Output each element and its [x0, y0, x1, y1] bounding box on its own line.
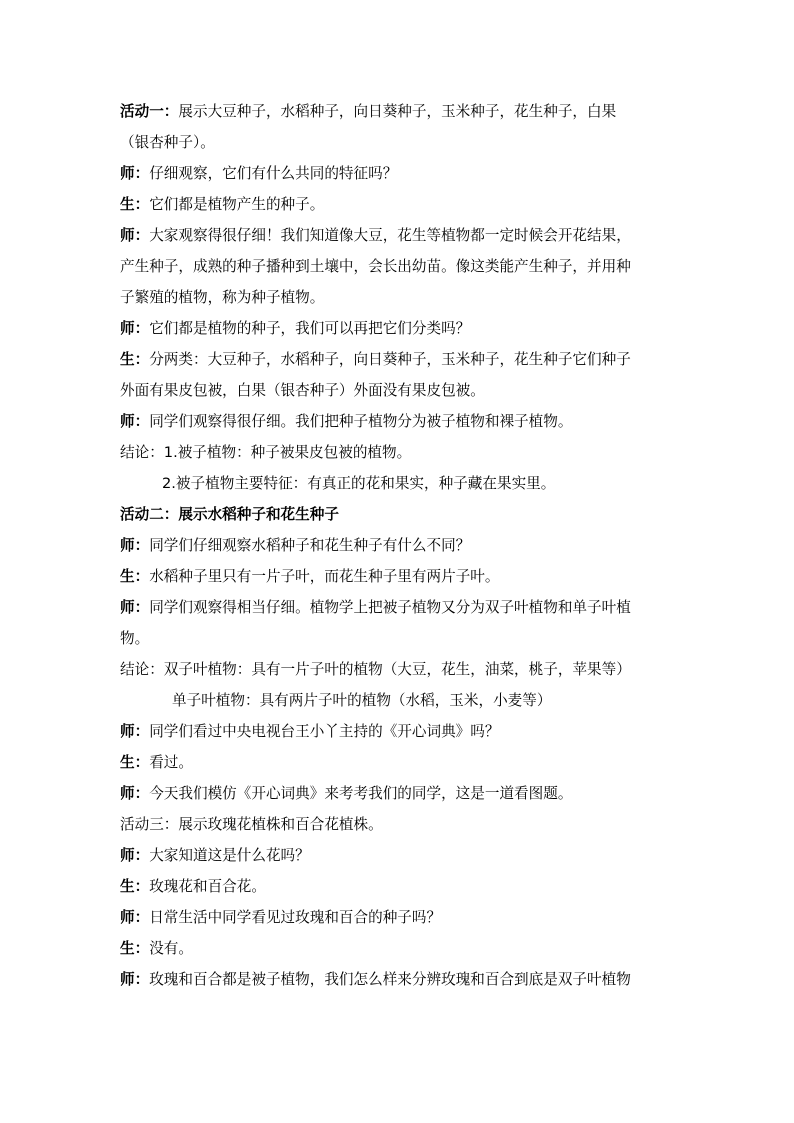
- line-text: 今天我们模仿《开心词典》来考考我们的同学，这是一道看图题。: [149, 785, 573, 802]
- line-text: 玫瑰花和百合花。: [149, 878, 266, 895]
- speaker-label: 师：: [120, 413, 150, 430]
- line-text: 水稻种子里只有一片子叶，而花生种子里有两片子叶。: [149, 568, 500, 585]
- text-line: [120, 189, 680, 220]
- line-text: 产生种子，成熟的种子播种到土壤中，会长出幼苗。像这类能产生种子，并用种: [120, 258, 631, 275]
- line-text: 分两类：大豆种子，水稻种子，向日葵种子，玉米种子，花生种子它们种子: [149, 351, 631, 368]
- speaker-label: 生：: [120, 196, 150, 213]
- line-text: 2.被子植物主要特征：有真正的花和果实，种子藏在果实里。: [162, 475, 556, 492]
- line-text: 同学们仔细观察水稻种子和花生种子有什么不同？: [149, 537, 471, 554]
- conclusion-line: [120, 685, 680, 716]
- speaker-label: 生：: [120, 754, 150, 771]
- text-line: [120, 561, 680, 592]
- speaker-label: 生：: [120, 878, 150, 895]
- speaker-label: 师：: [120, 165, 150, 182]
- line-text: 同学们观察得相当仔细。植物学上把被子植物又分为双子叶植物和单子叶植: [149, 599, 631, 616]
- line-text: 玫瑰和百合都是被子植物，我们怎么样来分辨玫瑰和百合到底是双子叶植物: [149, 971, 631, 988]
- activity-heading: [120, 499, 680, 530]
- text-line: [120, 313, 680, 344]
- line-text: 它们都是植物的种子，我们可以再把它们分类吗？: [149, 320, 471, 337]
- line-text: 外面有果皮包被，白果（银杏种子）外面没有果皮包被。: [120, 382, 485, 399]
- speaker-label: 师：: [120, 847, 150, 864]
- conclusion-line: [120, 468, 680, 499]
- text-line: [120, 964, 680, 995]
- text-line: [120, 406, 680, 437]
- speaker-label: 师：: [120, 537, 150, 554]
- line-text: 同学们看过中央电视台王小丫主持的《开心词典》吗？: [149, 723, 500, 740]
- speaker-label: 师：: [120, 971, 150, 988]
- line-text: 它们都是植物产生的种子。: [149, 196, 325, 213]
- text-line: [120, 282, 680, 313]
- text-line: [120, 220, 680, 251]
- text-line: [120, 375, 680, 406]
- text-line: [120, 871, 680, 902]
- speaker-label: 师：: [120, 785, 150, 802]
- text-line: [120, 778, 680, 809]
- text-line: [120, 840, 680, 871]
- line-text: 没有。: [149, 940, 193, 957]
- text-line: [120, 251, 680, 282]
- speaker-label: 师：: [120, 909, 150, 926]
- line-text: 仔细观察，它们有什么共同的特征吗？: [149, 165, 398, 182]
- line-text: 物。: [120, 630, 150, 647]
- line-text: 大家观察得很仔细！我们知道像大豆，花生等植物都一定时候会开花结果，: [149, 227, 631, 244]
- line-text: 活动二：展示水稻种子和花生种子: [120, 506, 339, 523]
- lesson-transcript: [120, 96, 680, 995]
- text-line: [120, 158, 680, 189]
- line-text: 看过。: [149, 754, 193, 771]
- text-line: [120, 623, 680, 654]
- text-line: [120, 96, 680, 127]
- text-line: [120, 592, 680, 623]
- conclusion-line: [120, 437, 680, 468]
- activity-heading: [120, 809, 680, 840]
- line-text: 日常生活中同学看见过玫瑰和百合的种子吗？: [149, 909, 442, 926]
- line-text: 结论：双子叶植物：具有一片子叶的植物（大豆，花生，油菜，桃子，苹果等）: [120, 661, 631, 678]
- speaker-label: 师：: [120, 320, 150, 337]
- speaker-label: 生：: [120, 940, 150, 957]
- line-text: 展示大豆种子，水稻种子，向日葵种子，玉米种子，花生种子，白果: [178, 103, 617, 120]
- text-line: [120, 344, 680, 375]
- conclusion-line: [120, 654, 680, 685]
- speaker-label: 师：: [120, 723, 150, 740]
- text-line: [120, 127, 680, 158]
- line-text: 大家知道这是什么花吗？: [149, 847, 310, 864]
- text-line: [120, 902, 680, 933]
- speaker-label: 师：: [120, 599, 150, 616]
- line-text: （银杏种子）。: [120, 134, 215, 151]
- speaker-label: 生：: [120, 568, 150, 585]
- text-line: [120, 716, 680, 747]
- text-line: [120, 933, 680, 964]
- line-text: 子繁殖的植物，称为种子植物。: [120, 289, 325, 306]
- text-line: [120, 530, 680, 561]
- speaker-label: 生：: [120, 351, 150, 368]
- speaker-label: 师：: [120, 227, 150, 244]
- speaker-label: 活动一：: [120, 103, 179, 120]
- line-text: 单子叶植物：具有两片子叶的植物（水稻，玉米，小麦等）: [172, 692, 552, 709]
- line-text: 结论：1.被子植物：种子被果皮包被的植物。: [120, 444, 412, 461]
- text-line: [120, 747, 680, 778]
- line-text: 活动三：展示玫瑰花植株和百合花植株。: [120, 816, 383, 833]
- line-text: 同学们观察得很仔细。我们把种子植物分为被子植物和裸子植物。: [149, 413, 573, 430]
